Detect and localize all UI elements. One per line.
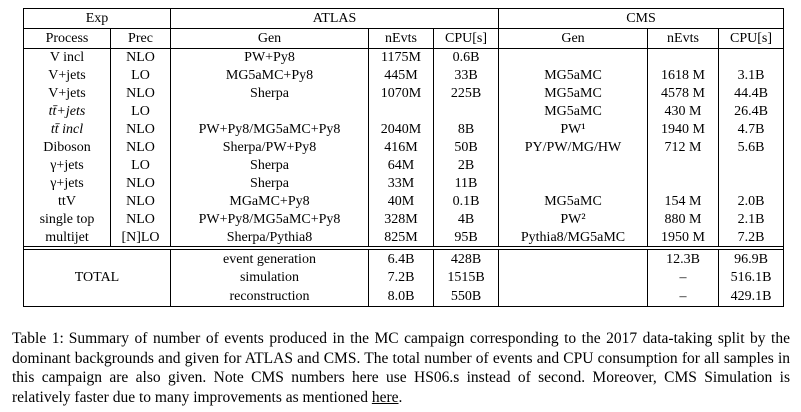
- cell-prec: LO: [111, 67, 171, 85]
- cell-cms-nevts: 1950 M: [648, 229, 719, 247]
- cell-atlas-gen: Sherpa: [171, 85, 369, 103]
- total-row: [24, 250, 784, 269]
- cell-cms-cpu: [719, 49, 784, 67]
- column-header-2: Gen: [171, 29, 369, 49]
- column-header-6: nEvts: [648, 29, 719, 49]
- cell-cms-cpu: 3.1B: [719, 67, 784, 85]
- cell-atlas-gen: Sherpa: [171, 175, 369, 193]
- cell-cms-nevts: [648, 175, 719, 193]
- cell-cms-gen: MG5aMC: [499, 85, 648, 103]
- cell-cms-gen: PW²: [499, 211, 648, 229]
- cell-atlas-nevts: 33M: [369, 175, 434, 193]
- cell-prec: NLO: [111, 121, 171, 139]
- cell-total-stage: reconstruction: [171, 288, 369, 307]
- cell-total-stage: event generation: [171, 250, 369, 269]
- cell-atlas-cpu: 2B: [434, 157, 499, 175]
- table-row: [24, 193, 784, 211]
- here-link[interactable]: here: [371, 388, 399, 406]
- cell-total-atlas-nevts: 6.4B: [369, 250, 434, 269]
- cell-total-cms-nevts: –: [648, 269, 719, 288]
- cell-process: V+jets: [24, 67, 111, 85]
- cell-process: tt̄ incl: [24, 121, 111, 139]
- cell-total-atlas-cpu: 550B: [434, 288, 499, 307]
- cell-atlas-nevts: [369, 103, 434, 121]
- caption-period: .: [398, 388, 403, 406]
- total-label-cell: TOTAL: [24, 250, 171, 307]
- cell-cms-gen: [499, 157, 648, 175]
- cell-prec: NLO: [111, 49, 171, 67]
- cell-atlas-gen: Sherpa/Pythia8: [171, 229, 369, 247]
- cell-atlas-cpu: 33B: [434, 67, 499, 85]
- cell-atlas-gen: Sherpa: [171, 157, 369, 175]
- cell-atlas-cpu: 8B: [434, 121, 499, 139]
- cell-total-cms-cpu: 516.1B: [719, 269, 784, 288]
- cell-cms-gen: [499, 49, 648, 67]
- cell-atlas-cpu: 95B: [434, 229, 499, 247]
- cell-atlas-cpu: 4B: [434, 211, 499, 229]
- table-row: [24, 139, 784, 157]
- cell-atlas-cpu: 225B: [434, 85, 499, 103]
- cell-cms-cpu: 26.4B: [719, 103, 784, 121]
- cell-atlas-nevts: 328M: [369, 211, 434, 229]
- cell-prec: LO: [111, 157, 171, 175]
- cell-cms-cpu: 7.2B: [719, 229, 784, 247]
- column-header-1: Prec: [111, 29, 171, 49]
- cell-atlas-cpu: [434, 103, 499, 121]
- header-group-cms: CMS: [499, 9, 784, 29]
- cell-cms-nevts: 1940 M: [648, 121, 719, 139]
- cell-process: γ+jets: [24, 175, 111, 193]
- table-row: [24, 67, 784, 85]
- cell-atlas-nevts: 2040M: [369, 121, 434, 139]
- cell-atlas-gen: MG5aMC+Py8: [171, 67, 369, 85]
- cell-process: ttV: [24, 193, 111, 211]
- cell-atlas-nevts: 416M: [369, 139, 434, 157]
- cell-total-atlas-cpu: 1515B: [434, 269, 499, 288]
- mc-summary-table-wrap: [23, 8, 784, 307]
- table-row: [24, 85, 784, 103]
- table-row: [24, 229, 784, 247]
- cell-cms-nevts: 4578 M: [648, 85, 719, 103]
- cell-total-atlas-nevts: 8.0B: [369, 288, 434, 307]
- cell-cms-cpu: 44.4B: [719, 85, 784, 103]
- cell-atlas-nevts: 1070M: [369, 85, 434, 103]
- cell-atlas-nevts: 445M: [369, 67, 434, 85]
- cell-cms-nevts: [648, 157, 719, 175]
- table-row: [24, 103, 784, 121]
- cell-process: multijet: [24, 229, 111, 247]
- cell-atlas-cpu: 0.1B: [434, 193, 499, 211]
- column-header-7: CPU[s]: [719, 29, 784, 49]
- mc-summary-table: [23, 8, 784, 307]
- table-row: [24, 175, 784, 193]
- cell-prec: NLO: [111, 139, 171, 157]
- cell-atlas-gen: [171, 103, 369, 121]
- cell-cms-nevts: 880 M: [648, 211, 719, 229]
- column-header-0: Process: [24, 29, 111, 49]
- cell-atlas-nevts: 825M: [369, 229, 434, 247]
- cell-cms-gen: MG5aMC: [499, 103, 648, 121]
- caption-label: Table 1:: [12, 330, 64, 347]
- cell-cms-nevts: 712 M: [648, 139, 719, 157]
- cell-atlas-cpu: 11B: [434, 175, 499, 193]
- header-group-atlas: ATLAS: [171, 9, 499, 29]
- caption-text: Summary of number of events produced in the MC campaign corresponding to the 2017 data-taking split by the dominant backgrounds and given for ATLAS and CMS. The total number of events and CPU consumption for all samples in this campaign are also given. Note CMS numbers here use HS06.s instead of second. Moreover, CMS Simulation is relatively faster due to many improvements as mentioned: [12, 330, 790, 406]
- cell-total-cms-gen: [499, 250, 648, 269]
- column-header-5: Gen: [499, 29, 648, 49]
- cell-cms-gen: MG5aMC: [499, 193, 648, 211]
- cell-process: Diboson: [24, 139, 111, 157]
- cell-total-atlas-cpu: 428B: [434, 250, 499, 269]
- cell-total-cms-nevts: –: [648, 288, 719, 307]
- cell-total-cms-nevts: 12.3B: [648, 250, 719, 269]
- cell-prec: NLO: [111, 193, 171, 211]
- cell-atlas-cpu: 0.6B: [434, 49, 499, 67]
- table-caption: [12, 329, 790, 407]
- cell-cms-cpu: 5.6B: [719, 139, 784, 157]
- cell-total-cms-cpu: 429.1B: [719, 288, 784, 307]
- cell-atlas-gen: PW+Py8: [171, 49, 369, 67]
- cell-process: γ+jets: [24, 157, 111, 175]
- cell-total-stage: simulation: [171, 269, 369, 288]
- column-header-4: CPU[s]: [434, 29, 499, 49]
- cell-cms-gen: [499, 175, 648, 193]
- cell-cms-cpu: [719, 175, 784, 193]
- cell-atlas-nevts: 64M: [369, 157, 434, 175]
- column-header-3: nEvts: [369, 29, 434, 49]
- cell-atlas-nevts: 1175M: [369, 49, 434, 67]
- cell-cms-gen: PW¹: [499, 121, 648, 139]
- cell-atlas-gen: MGaMC+Py8: [171, 193, 369, 211]
- table-row: [24, 121, 784, 139]
- cell-cms-gen: Pythia8/MG5aMC: [499, 229, 648, 247]
- cell-prec: NLO: [111, 211, 171, 229]
- cell-total-atlas-nevts: 7.2B: [369, 269, 434, 288]
- cell-process: V incl: [24, 49, 111, 67]
- header-group-exp: Exp: [24, 9, 171, 29]
- cell-prec: [N]LO: [111, 229, 171, 247]
- cell-prec: NLO: [111, 85, 171, 103]
- cell-cms-nevts: 1618 M: [648, 67, 719, 85]
- cell-cms-cpu: 4.7B: [719, 121, 784, 139]
- cell-atlas-gen: Sherpa/PW+Py8: [171, 139, 369, 157]
- cell-cms-gen: MG5aMC: [499, 67, 648, 85]
- table-row: [24, 157, 784, 175]
- cell-total-cms-gen: [499, 269, 648, 288]
- cell-cms-nevts: [648, 49, 719, 67]
- cell-atlas-cpu: 50B: [434, 139, 499, 157]
- cell-cms-cpu: [719, 157, 784, 175]
- cell-prec: NLO: [111, 175, 171, 193]
- table-row: [24, 49, 784, 67]
- cell-total-cms-gen: [499, 288, 648, 307]
- cell-cms-nevts: 154 M: [648, 193, 719, 211]
- cell-process: V+jets: [24, 85, 111, 103]
- cell-atlas-gen: PW+Py8/MG5aMC+Py8: [171, 211, 369, 229]
- table-row: [24, 211, 784, 229]
- cell-atlas-nevts: 40M: [369, 193, 434, 211]
- cell-process: tt̄+jets: [24, 103, 111, 121]
- cell-cms-cpu: 2.0B: [719, 193, 784, 211]
- cell-atlas-gen: PW+Py8/MG5aMC+Py8: [171, 121, 369, 139]
- cell-process: single top: [24, 211, 111, 229]
- cell-cms-nevts: 430 M: [648, 103, 719, 121]
- cell-total-cms-cpu: 96.9B: [719, 250, 784, 269]
- cell-cms-gen: PY/PW/MG/HW: [499, 139, 648, 157]
- cell-cms-cpu: 2.1B: [719, 211, 784, 229]
- cell-prec: LO: [111, 103, 171, 121]
